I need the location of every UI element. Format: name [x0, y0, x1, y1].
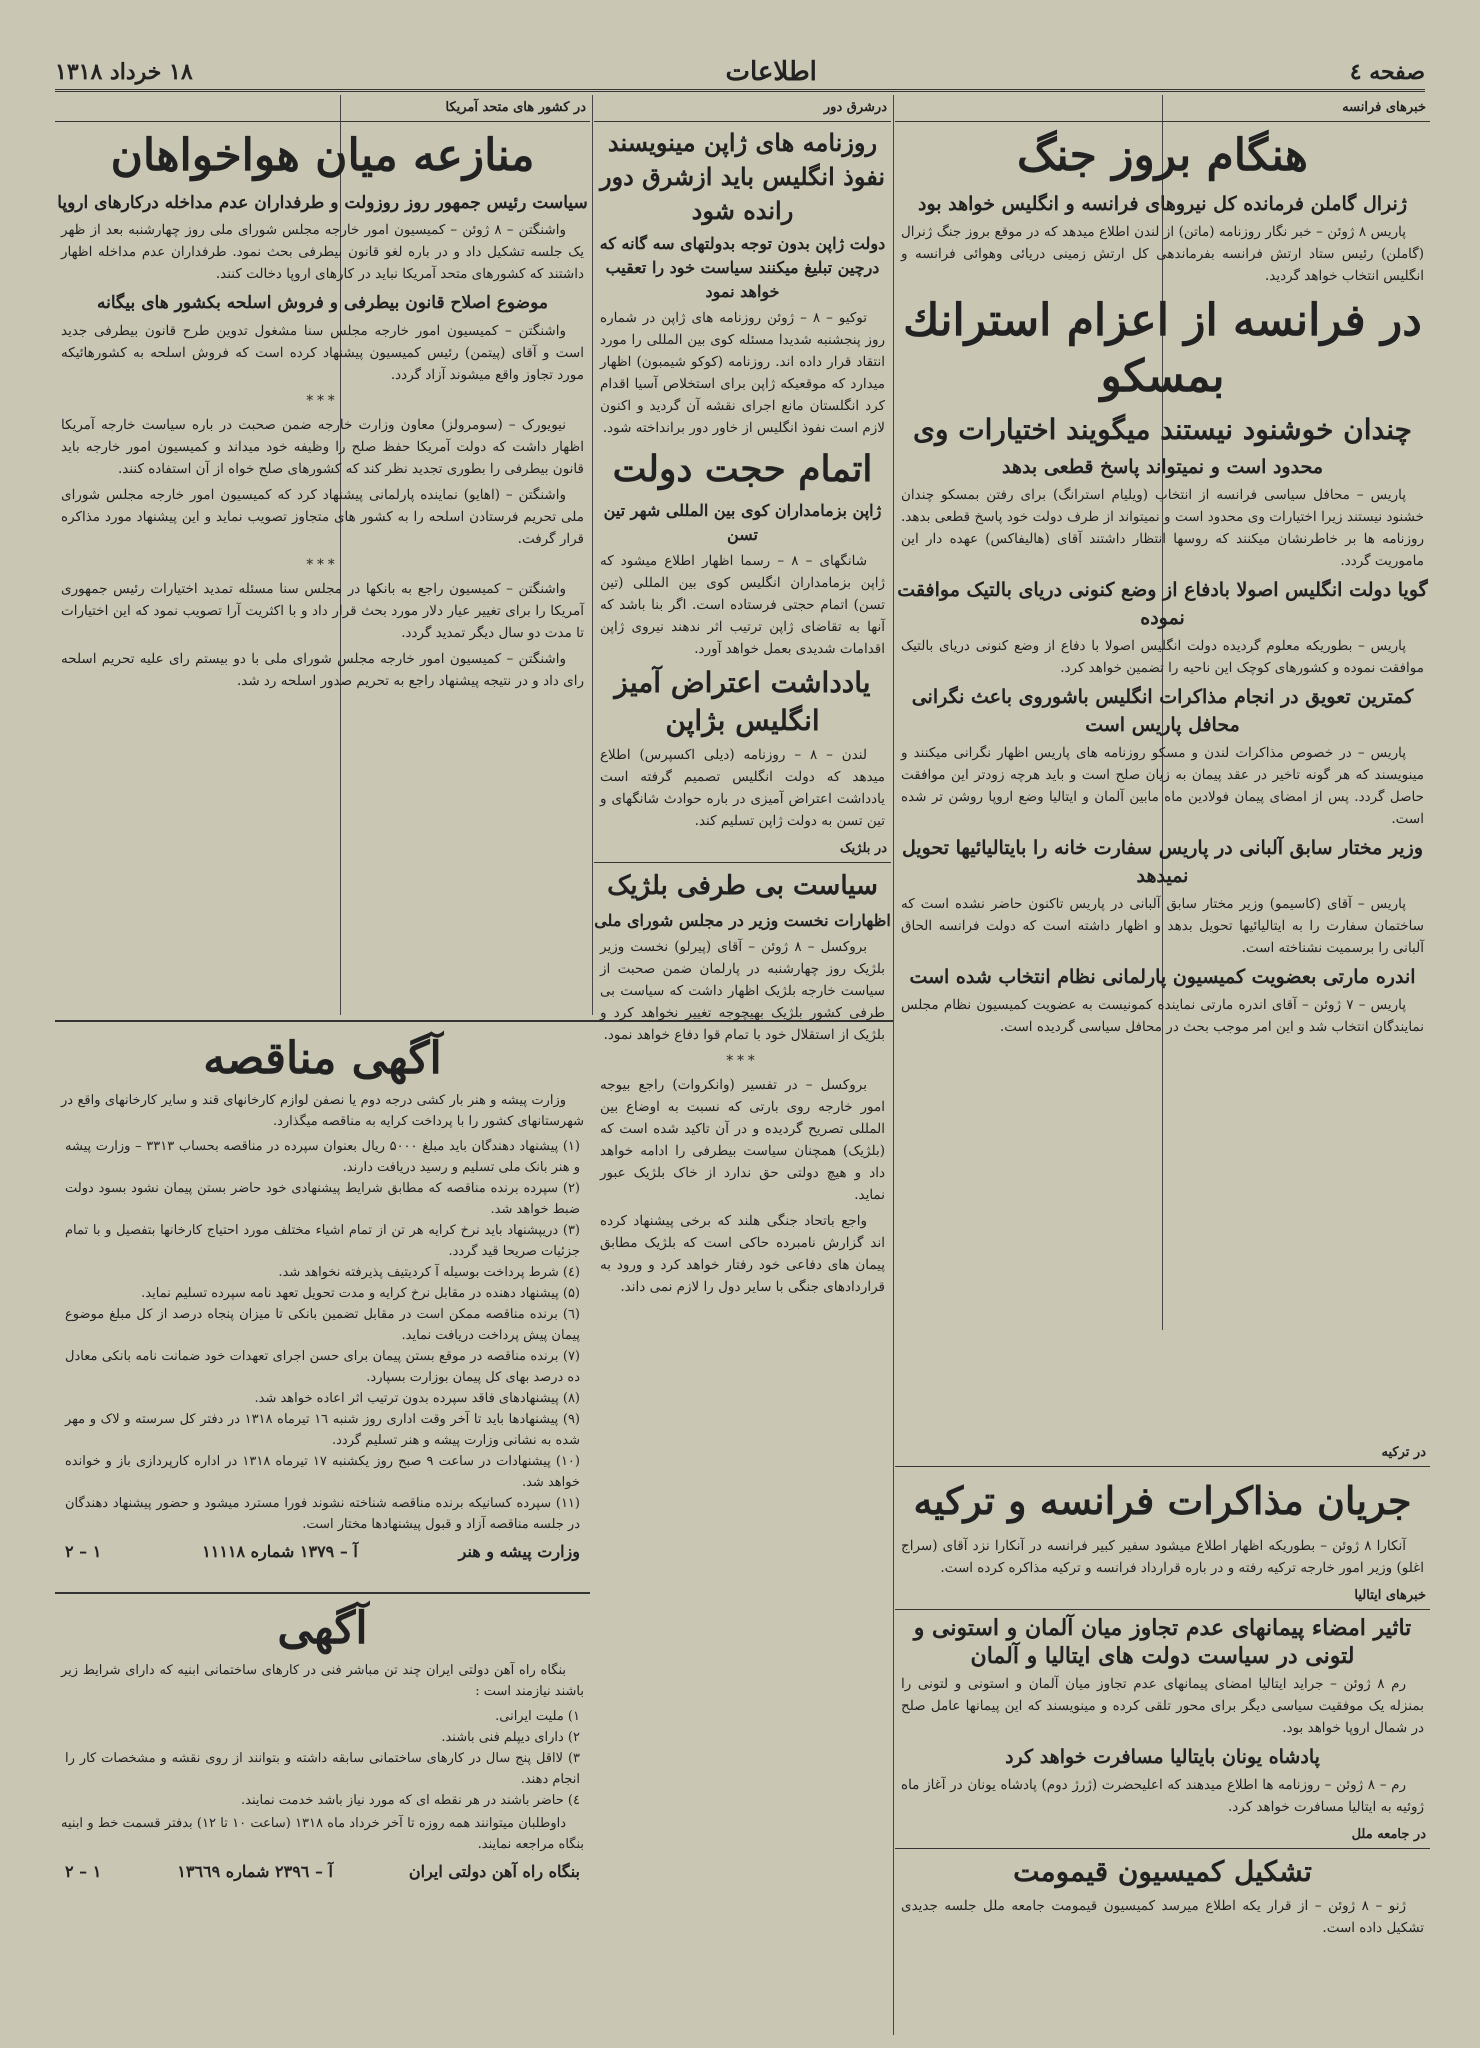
article-body: واشنگتن – کمیسیون امور خارجه مجلس شورای ملی با دو بیستم رای علیه تحریم اسلحه رای داد و در نتیجه پیشنهاد راجع به تحریم صدور اسلحه رد شد.	[61, 651, 584, 689]
section-label-france: خبرهای فرانسه	[895, 95, 1430, 122]
ad-footer	[65, 1861, 580, 1882]
list-item: (۸) پیشنهادهای فاقد سپرده بدون ترتیب اثر اعاده خواهد شد.	[254, 1391, 580, 1406]
headline: اندره مارتی بعضویت کمیسیون پارلمانی نظام انتخاب شده است	[909, 966, 1416, 988]
list-item: (٦) برنده مناقصه ممکن است در مقابل تضمین بانکی تا میزان پنجاه درصد از کل مبلغ موضوع پیمان پیش پرداخت دریافت نماید.	[65, 1307, 580, 1343]
ad-outro: داوطلبان میتوانند همه روزه تا آخر خرداد ماه ۱۳۱۸ (ساعت ۱۰ تا ۱۲) بدفتر قسمت خط و ابنیه بنگاه مراجعه نمایند.	[61, 1816, 584, 1852]
list-item: (۵) پیشنهاد دهنده در مقابل نرخ کرایه و مدت تحویل تعهد نامه سپرده تسلیم نماید.	[141, 1286, 580, 1301]
column-rule	[592, 95, 593, 1015]
article-body: پاریس – بطوریکه معلوم گردیده دولت انگلیس اصولا با دفاع از وضع کنونی دریای بالتیک موافقت نموده و کشورهای کوچک این ناحیه را تضمین خواهد کرد.	[901, 638, 1424, 676]
article-body: واشنگتن – ۸ ژوئن – کمیسیون امور خارجه مجلس شورای ملی روز چهارشنبه بعد از ظهر یک جلسه تشکیل داد و در باره لغو قانون بیطرفی بحث نمود. طرفداران عدم مداخله اظهار داشتند که کشورهای متحد آمریکا نباید در کارهای اروپا دخالت کنند.	[61, 222, 584, 282]
column-usa	[55, 95, 590, 1020]
ad-footer	[65, 1541, 580, 1562]
article-body: واشنگتن – (اهایو) نماینده پارلمانی پیشنهاد کرد که کمیسیون امور خارجه مجلس شورای ملی تحریم فرستادن اسلحه را به کشور های متجاوز تصویب نماید و این پیشنهاد مورد مذاکره قرار گرفت.	[61, 487, 584, 547]
section-label-league: در جامعه ملل	[895, 1822, 1430, 1849]
headline: منازعه میان هواخواهان	[110, 130, 535, 181]
headline: جریان مذاکرات فرانسه و ترکیه	[913, 1478, 1412, 1523]
column-turkey-italy	[895, 1440, 1430, 2040]
subheadline: چندان خوشنود نیستند میگویند اختیارات وی	[913, 413, 1412, 446]
article-body: پاریس ۸ ژوئن – خبر نگار روزنامه (ماتن) از لندن اطلاع میدهد که در موقع بروز جنگ ژنرال (گاملن) رئیس ستاد ارتش فرانسه بفرماندهی کل ارتش زمینی دریائی وهوائی فرانسه و انگلیس انتخاب خواهد گردید.	[901, 224, 1424, 284]
ad-code: ۱ – ۲	[65, 1542, 102, 1561]
subheadline: ژنرال گاملن فرمانده کل نیروهای فرانسه و انگلیس خواهد بود	[917, 193, 1408, 215]
list-item: (۱) پیشنهاد دهندگان باید مبلغ ۵۰۰۰ ریال بعنوان سپرده در مناقصه بحساب ۳۳۱۳ – وزارت پیشه و هنر بانک ملی تسلیم و رسید دریافت دارند.	[65, 1139, 580, 1175]
subheadline: اظهارات نخست وزیر در مجلس شورای ملی	[594, 911, 891, 930]
ad-conditions	[65, 1706, 580, 1811]
article-body: واجع باتحاد جنگی هلند که برخی پیشنهاد کرده اند گزارش نامبرده حاکی است که بلژیک مطابق پیمان های دفاعی خود رفتار خواهد کرد و ورود به قراردادهای جنگی با سایر دول را لازم نمی داند.	[600, 1213, 885, 1295]
ad-tender	[55, 1030, 590, 1590]
list-item: (۳) دریپشنهاد باید نرخ کرایه هر تن از تمام اشیاء مختلف مورد احتیاج کارخانها بتفصیل و با تمام جزئیات صریحا قید گردد.	[65, 1223, 580, 1259]
ad-signature: وزارت پیشه و هنر	[458, 1542, 580, 1561]
article-body: لندن – ۸ – روزنامه (دیلی اکسپرس) اطلاع میدهد که دولت انگلیس تصمیم گرفته است یادداشت اعتراض آمیزی در باره حوادث شانگهای و تین تسن به دولت ژاپن تسلیم کند.	[600, 747, 885, 829]
headline: تاثیر امضاء پیمانهای عدم تجاوز میان آلمان و استونی و لتونی در سیاست دولت های ایتالیا و آلمان	[913, 1615, 1412, 1669]
headline: تشکیل کمیسیون قیمومت	[1013, 1855, 1312, 1888]
ad-conditions	[65, 1136, 580, 1535]
article-anglo-soviet	[895, 683, 1430, 830]
list-item: ۱) ملیت ایرانی.	[495, 1709, 580, 1724]
article-albania	[895, 834, 1430, 959]
article-body: واشنگتن – کمیسیون امور خارجه مجلس سنا مشغول تدوین طرح قانون بیطرفی جدید است و آقای (پیتمن) رئیس کمیسیون پیشنهاد کرده است که فروش اسلحه به کشورهائیکه مورد تجاوز واقع میشوند آزاد گردد.	[61, 323, 584, 383]
headline: گویا دولت انگلیس اصولا بادفاع از وضع کنونی دریای بالتیک موافقت نموده	[897, 579, 1428, 629]
headline: در فرانسه از اعزام استرانك بمسكو	[903, 295, 1422, 402]
ad-title: آگهی مناقصه	[203, 1033, 442, 1084]
section-label-turkey: در ترکیه	[895, 1440, 1430, 1467]
article-body: توکیو – ۸ – ژوئن روزنامه های ژاپن در شماره روز پنجشنبه شدیدا مسئله کوی بین المللی را مورد انتقاد قرار داده اند. روزنامه (کوکو شیمبون) اظهار میدارد که موقعیکه ژاپن برای استخلاص آسیا اقدام کرد انگلستان مانع اجرای نقشه آن گردید و اکنون لازم است نفوذ انگلیس از خاور دور برانداخته شود.	[600, 310, 885, 436]
headline: یادداشت اعتراض آمیز انگلیس بژاپن	[614, 666, 871, 737]
list-item: (۹) پیشنهادها باید تا آخر وقت اداری روز شنبه ۱٦ تیرماه ۱۳۱۸ در دفتر کل سرسته و لاک و مهر شده به نشانی وزارت پیشه و هنر تسلیم گردد.	[65, 1412, 580, 1448]
subheadline: سیاست رئیس جمهور روز روزولت و طرفداران عدم مداخله درکارهای اروپا	[57, 193, 588, 213]
article-strang-moscow	[895, 293, 1430, 572]
column-rule	[893, 95, 894, 2035]
ad-code: ۱ – ۲	[65, 1862, 102, 1881]
article-body: واشنگتن – کمیسیون راجع به بانکها در مجلس سنا مسئله تمدید اختیارات رئیس جمهوری آمریکا را برای تغییر عیار دلار مورد بحث قرار داد و با اکثریت آرا تصویب نمود که این اختیارات تا مدت دو سال دیگر تمدید گردد.	[61, 581, 584, 641]
headline: هنگام بروز جنگ	[1017, 130, 1308, 181]
subheadline: ژاپن بزمامداران کوی بین المللی شهر تین تسن	[603, 501, 882, 544]
subheadline: دولت ژاپن بدون توجه بدولتهای سه گانه که درچین تبلیغ میکنند سیاست خود را تعقیب خواهد نمود	[599, 234, 886, 301]
article-body: رم – ۸ ژوئن – روزنامه ها اطلاع میدهند که اعلیحضرت (ژرژ دوم) پادشاه یونان در آغاز ماه ژوئیه به ایتالیا مسافرت خواهد کرد.	[901, 1777, 1424, 1815]
ad-intro: بنگاه راه آهن دولتی ایران چند تن مباشر فنی در کارهای ساختمانی ابنیه که دارای شرایط زیر باشند نیازمند است :	[61, 1663, 584, 1699]
page-number: صفحه ٤	[1349, 59, 1425, 85]
ad-reference: آ – ۲۳۹٦ شماره ۱۳٦٦۹	[177, 1862, 333, 1881]
headline: سیاست بی طرفی بلژیک	[607, 871, 878, 901]
column-far-east	[594, 95, 891, 2035]
section-rule	[55, 1592, 590, 1594]
headline: روزنامه های ژاپن مینویسند نفوذ انگلیس باید ازشرق دور رانده شود	[599, 128, 886, 225]
separator: ***	[726, 1053, 759, 1069]
list-item: (۱۰) پیشنهادات در ساعت ۹ صبح روز یکشنبه ۱۷ تیرماه ۱۳۱۸ در اداره کارپردازی باز و خوانده خواهد شد.	[65, 1454, 580, 1490]
article-body: پاریس – آقای (کاسیمو) وزیر مختار سابق آلبانی در پاریس تاکنون حاضر نشده است که ساختمان سفارت را به ایتالیائیها تحویل بدهد و اظهار داشته است که دولت فرانسه الحاق آلبانی را برسمیت نشناخته است.	[901, 896, 1424, 956]
section-label-belgium: در بلژیک	[594, 836, 891, 863]
issue-date: ۱۸ خرداد ۱۳۱۸	[55, 59, 193, 85]
headline: وزیر مختار سابق آلبانی در پاریس سفارت خانه را بایتالیائیها تحویل نمیدهد	[901, 837, 1424, 887]
article-body: نیویورک – (سومرولز) معاون وزارت خارجه ضمن صحبت در باره سیاست خارجه آمریکا اظهار داشت که دولت آمریکا حفظ صلح را وظیفه خود میداند و کمیسیون امور خارجه باید قانون بیطرفی را بطوری تجدید نظر کند که کشورهای صلح خواه از آن استفاده کنند.	[61, 417, 584, 477]
headline: اتمام حجت دولت	[612, 448, 873, 490]
article-body: بروکسل – در تفسیر (وانکروات) راجع بیوجه امور خارجه روی بارتی که نسبت به اوضاع بین المللی تصریح گردیده و در آن تاکید شده است که (بلژیک) همچنان سیاست بیطرفی را ادامه خواهد داد و هیچ دولتی حق ندارد از خاک بلژیک عبور نماید.	[600, 1077, 885, 1203]
list-item: (۷) برنده مناقصه در موقع بستن پیمان برای حسن اجرای تعهدات خود ضمانت نامه بانکی معادل ده درصد بهای کل پیمان بوزارت بسپارد.	[65, 1349, 580, 1385]
paper-name: اطلاعات	[725, 57, 817, 87]
column-france	[895, 95, 1430, 1445]
article-body: پاریس – ۷ ژوئن – آقای اندره مارتی نماینده کمونیست به عضویت کمیسیون نظام مجلس نمایندگان انتخاب شد و این امر موجب بحث در محافل سیاسی گردیده است.	[901, 997, 1424, 1035]
headline: پادشاه یونان بایتالیا مسافرت خواهد کرد	[1005, 1746, 1320, 1768]
article-baltic	[895, 576, 1430, 679]
ad-intro: وزارت پیشه و هنر بار کشی درجه دوم یا نصفن لوازم کارخانهای قند و سایر کارخانهای واقع در شهرستانهای کشور را با پرداخت کرایه به مناقصه میگذارد.	[61, 1093, 584, 1129]
section-label-far-east: درشرق دور	[594, 95, 891, 122]
ad-reference: آ – ۱۳۷۹ شماره ۱۱۱۱۸	[202, 1542, 358, 1561]
article-body: شانگهای – ۸ – رسما اظهار اطلاع میشود که ژاپن بزمامداران انگلیس کوی بین المللی (تین تسن) اتمام حجتی فرستاده است. اگر بنا باشد که آنها به تقاضای ژاپن ترتیب اثر ندهند نیروی ژاپن اقدامات شدیدی بعمل خواهد آورد.	[600, 553, 885, 657]
separator: ***	[306, 557, 339, 573]
section-label-italy: خبرهای ایتالیا	[895, 1583, 1430, 1610]
ad-signature: بنگاه راه آهن دولتی ایران	[408, 1862, 580, 1881]
ad-railway	[55, 1600, 590, 2005]
ad-title: آگهی	[277, 1603, 368, 1654]
list-item: ۳) لااقل پنج سال در کارهای ساختمانی سابقه داشته و بتوانند از روی نقشه و مشخصات کار را انجام دهند.	[65, 1751, 580, 1787]
article-body: ژنو – ۸ ژوئن – از قرار یکه اطلاع میرسد کمیسیون قیمومت جامعه ملل جلسه جدیدی تشکیل داده است.	[901, 1898, 1424, 1936]
list-item: (۲) سپرده برنده مناقصه که مطابق شرایط پیشنهادی خود حاضر بستن پیمان نشود بسود دولت ضبط خواهد شد.	[65, 1181, 580, 1217]
article-body: بروکسل – ۸ ژوئن – آقای (پیرلو) نخست وزیر بلژیک روز چهارشنبه در پارلمان ضمن صحبت از سیاست خارجه بلژیک اظهار داشت که سیاست بی طرفی کشور بلژیک بهیچوجه تغییر نخواهد کرد و بلژیک از استقلال خود با تمام قوا دفاع خواهد نمود.	[600, 939, 885, 1043]
section-label-usa: در کشور های متحد آمریکا	[55, 95, 590, 122]
list-item: (٤) شرط پرداخت بوسیله آ کردیتیف پذیرفته نخواهد شد.	[278, 1265, 580, 1280]
subheadline: محدود است و نمیتواند پاسخ قطعی بدهد	[1001, 456, 1324, 478]
list-item: ٤) حاضر باشند در هر نقطه ای که مورد نیاز باشد خدمت نمایند.	[241, 1793, 580, 1808]
article-war	[895, 128, 1430, 287]
masthead	[55, 55, 1425, 92]
separator: ***	[306, 393, 339, 409]
headline: موضوع اصلاح قانون بیطرفی و فروش اسلحه بکشور های بیگانه	[97, 293, 548, 313]
article-body: پاریس – در خصوص مذاکرات لندن و مسکو روزنامه های پاریس اظهار نگرانی میکنند و مینویسند که هر گونه تاخیر در عقد پیمان به زیان صلح است و باید هرچه زودتر این موافقت حاصل گردد. پس از امضای پیمان فولادین ماه مابین آلمان و ایتالیا وضع اروپا روشن تر شده است.	[901, 745, 1424, 827]
list-item: ۲) دارای دیپلم فنی باشند.	[441, 1730, 580, 1745]
article-body: آنکارا ۸ ژوئن – بطوریکه اظهار اطلاع میشود سفیر کبیر فرانسه در آنکارا نزد آقای (سراج اغلو) وزیر امور خارجه ترکیه رفته و در باره قرارداد فرانسه و ترکیه مذاکره کرده است.	[901, 1538, 1424, 1576]
list-item: (۱۱) سپرده کسانیکه برنده مناقصه شناخته نشوند فورا مسترد میشود و حضور پیشنهاد دهندگان در جلسه مناقصه آزاد و قبول پیشنهادها مختار است.	[65, 1496, 580, 1532]
headline: کمترین تعویق در انجام مذاکرات انگلیس باشوروی باعث نگرانی محافل پاریس است	[911, 686, 1414, 736]
article-body: رم ۸ ژوئن – جراید ایتالیا امضای پیمانهای عدم تجاوز میان آلمان و استونی و لتونی را بمنزله یک موفقیت سیاسی دیگر برای محور تلقی کرده و مینویسند که این پیمانها عامل صلح در شمال اروپا خواهد بود.	[901, 1676, 1424, 1736]
article-marty	[895, 963, 1430, 1038]
article-body: پاریس – محافل سیاسی فرانسه از انتخاب (ویلیام استرانگ) برای رفتن بمسکو چندان خشنود نیستند زیرا اختیارات وی محدود است و نمیتواند از طرف دولت خود پاسخ قطعی بدهد. روزنامه ها بر خاطرنشان میکنند که روسها انتظار داشتند آقای (هالیفاکس) عهده دار این ماموریت گردد.	[901, 487, 1424, 569]
